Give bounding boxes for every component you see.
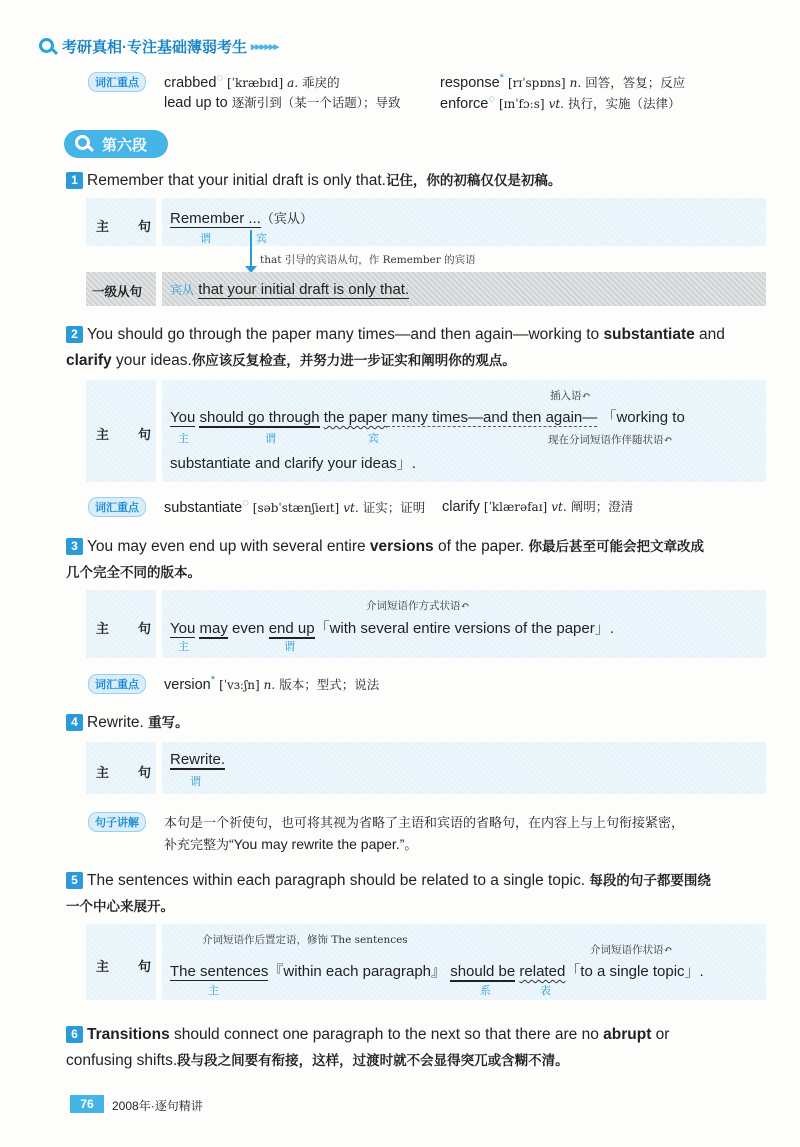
explain-line-2: 补充完整为“You may rewrite the paper.”。 xyxy=(164,836,418,853)
vocab-substantiate: substantiate◌ [səbˈstænʃieɪt] vt. 证实；证明 xyxy=(164,497,426,516)
curve-arrow-icon: ↶ xyxy=(663,434,673,446)
tag-subj: 主 xyxy=(178,640,189,653)
grammar-note: that 引导的宾语从句，作 Remember 的宾语 xyxy=(260,254,476,266)
sentence-3: 3 You may even end up with several entire versions of the paper. 你最后甚至可能会把文章改成 几个完全不同的版本。 xyxy=(66,538,704,581)
tag-pred: 谓 xyxy=(265,432,276,445)
tag-obj: 宾 xyxy=(256,232,267,245)
tag-subj: 主 xyxy=(208,984,219,997)
explain-line-1: 本句是一个祈使句，也可将其视为省略了主语和宾语的省略句，在内容上与上句衔接紧密， xyxy=(164,816,685,831)
tag-pred: 谓 xyxy=(284,640,295,653)
label-main: 主 句 xyxy=(96,622,160,637)
magnifier-icon xyxy=(74,134,94,154)
tag-obj: 宾 xyxy=(368,432,379,445)
star-mark-icon: * xyxy=(499,72,504,84)
main-clause-text: You may even end up「with several entire versions of the paper」. xyxy=(170,620,614,637)
audio-mark-icon: ◌ xyxy=(216,72,223,84)
header-arrows: ▸▸▸▸▸▸ xyxy=(251,41,279,53)
magnifier-logo-icon xyxy=(38,37,58,57)
connector-line xyxy=(250,230,252,268)
vocab-tag: 词汇重点 xyxy=(88,497,146,517)
vocab-version: version* [ˈvɜːʃn] n. 版本；型式；说法 xyxy=(164,674,380,693)
label-main: 主 句 xyxy=(96,428,160,443)
header-title: 考研真相·专注基础薄弱考生 xyxy=(62,39,247,56)
sentence-number: 5 xyxy=(66,872,83,889)
vocab-response: response* [rɪˈspɒns] n. 回答，答复；反应 xyxy=(440,72,686,91)
label-main: 主 句 xyxy=(96,766,160,781)
footer-title: 2008年·逐句精讲 xyxy=(112,1099,203,1113)
tag-subj: 主 xyxy=(178,432,189,445)
audio-mark-icon: ◌ xyxy=(488,93,495,105)
vocab-lead-up-to: lead up to 逐渐引到（某一个话题）；导致 xyxy=(164,95,401,111)
main-clause-text: Rewrite. xyxy=(170,751,226,768)
annotation-postmodifier: 介词短语作后置定语，修饰 The sentences xyxy=(202,934,408,946)
annotation-adverbial: 介词短语作状语↶ xyxy=(590,944,673,956)
main-clause-text: Remember ...（宾从） xyxy=(170,210,313,227)
main-clause-line2: substantiate and clarify your ideas」. xyxy=(170,455,416,472)
sentence-6: 6 Transitions should connect one paragraph to the next so that there are no abrupt or confusing shifts.段与段之间要有衔接，这样，过渡时就不会显得突兀或含糊不清。 xyxy=(66,1026,670,1069)
section-badge: 第六段 xyxy=(64,130,168,158)
vocab-crabbed: crabbed◌ [ˈkræbɪd] a. 乖戾的 xyxy=(164,72,340,91)
tag-predicative: 表 xyxy=(540,984,551,997)
annotation-adverbial: 现在分词短语作伴随状语↶ xyxy=(548,434,673,446)
annotation-manner: 介词短语作方式状语↶ xyxy=(366,600,470,612)
main-clause-text: You should go through the paper many times—and then again— 「working to xyxy=(170,409,685,426)
curve-arrow-icon: ↶ xyxy=(663,944,673,956)
sentence-4: 4 Rewrite. 重写。 xyxy=(66,710,766,736)
sentence-number: 2 xyxy=(66,326,83,343)
curve-arrow-icon: ↶ xyxy=(460,600,470,612)
star-mark-icon: * xyxy=(210,674,216,686)
label-main: 主 句 xyxy=(96,220,160,235)
main-clause-box xyxy=(162,742,766,794)
sentence-1: 1 Remember that your initial draft is only that.记住，你的初稿仅仅是初稿。 xyxy=(66,168,766,194)
main-clause-text: The sentences『within each paragraph』 should be related「to a single topic」. xyxy=(170,963,704,980)
vocab-tag-top: 词汇重点 xyxy=(88,72,146,92)
tag-pred: 谓 xyxy=(200,232,211,245)
audio-mark-icon: ◌ xyxy=(242,497,249,509)
sentence-2: 2 You should go through the paper many times—and then again—working to substantiate and clarify your ideas.你应该反复检查，并努力进一步证实和阐明你的观点。 xyxy=(66,326,725,369)
sub-clause-text: 宾从 that your initial draft is only that. xyxy=(170,281,410,298)
sentence-number: 6 xyxy=(66,1026,83,1043)
sentence-5: 5 The sentences within each paragraph should be related to a single topic. 每段的句子都要围绕 一个中心来展开。 xyxy=(66,872,711,915)
page-number: 76 xyxy=(70,1095,104,1113)
annotation-insert: 插入语↶ xyxy=(550,390,591,402)
label-sub-clause: 一级从句 xyxy=(92,284,143,299)
sentence-number: 3 xyxy=(66,538,83,555)
vocab-tag: 词汇重点 xyxy=(88,674,146,694)
book-header xyxy=(38,36,278,57)
curve-arrow-icon: ↶ xyxy=(581,390,591,402)
sentence-number: 4 xyxy=(66,714,83,731)
vocab-clarify: clarify [ˈklærəfaɪ] vt. 阐明；澄清 xyxy=(442,499,634,515)
vocab-enforce: enforce◌ [ɪnˈfɔːs] vt. 执行，实施（法律） xyxy=(440,93,681,112)
tag-pred: 谓 xyxy=(190,775,201,788)
sentence-number: 1 xyxy=(66,172,83,189)
explain-tag: 句子讲解 xyxy=(88,812,146,832)
tag-copula: 系 xyxy=(480,984,491,997)
label-main: 主 句 xyxy=(96,960,160,975)
